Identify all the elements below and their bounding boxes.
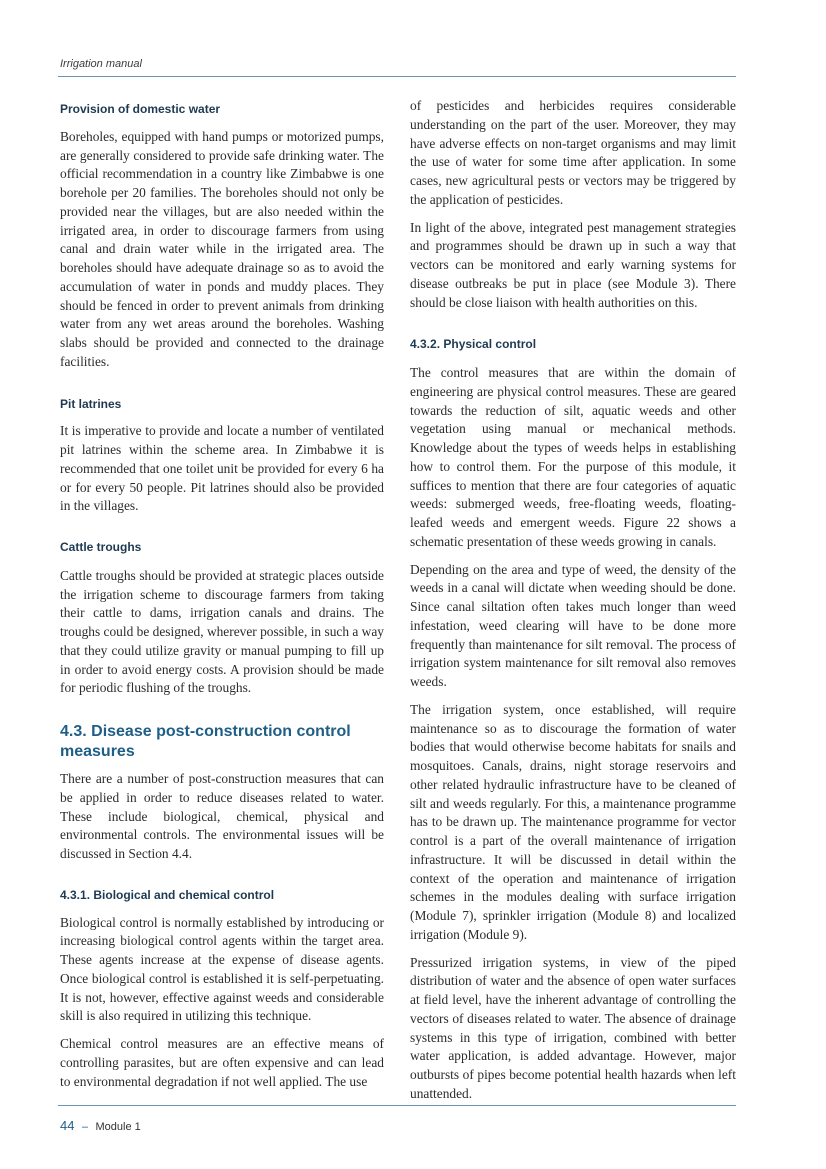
page-footer (60, 1117, 141, 1135)
paragraph-chemical-control: Chemical control measures are an effective means of controlling parasites, but are often expensive and can lead to environmental degradation if not well applied. The use (60, 1036, 384, 1089)
paragraph-domestic-water: Boreholes, equipped with hand pumps or motorized pumps, are generally considered to provide safe drinking water. The official recommendation in a country like Zimbabwe is one borehole per 20 families. The boreholes should not only be provided near the villages, but are also needed within the irrigated area, in order to discourage farmers from using canal and drain water while in the irrigated area. The boreholes should have adequate drainage so as to avoid the accumulation of water in ponds and muddy places. They should be fenced in order to prevent animals from drinking water from any wet areas around the boreholes. Washing slabs should be provided and connected to the drainage facilities. (60, 128, 384, 369)
paragraph-physical-control-2: Depending on the area and type of weed, the density of the weeds in a canal will dictate when weeding should be done. Since canal siltation often takes much longer than weed infestation, weed clearing will have to be done more frequently than maintenance for silt removal. The process of irrigation system maintenance for silt removal also removes weeds. (410, 561, 736, 689)
paragraph-physical-control-4: Pressurized irrigation systems, in view of the piped distribution of water and the absence of open water surfaces at field level, have the inherent advantage of controlling the vectors of diseases related to water. The absence of drainage systems in this type of irrigation, combined with better water application, is added advantage. However, major outbursts of pipes become potential health hazards when left unattended. (410, 954, 736, 1101)
paragraph-biological-control: Biological control is normally established by introducing or increasing biological control agents within the target area. These agents increase at the expense of disease agents. Once biological control is established it is self-perpetuating. It is not, however, effective against weeds and considerable skill is also required in utilizing this technique. (60, 914, 384, 1024)
module-label: Module 1 (95, 1121, 141, 1133)
paragraph-cattle-troughs: Cattle troughs should be provided at strategic places outside the irrigation scheme to discourage farmers from taking their cattle to dams, irrigation canals and drains. The troughs could be designed, wherever possible, in such a way that they could utilize gravity or manual pumping to fill up in order to avoid energy costs. A provision should be made for periodic flushing of the troughs. (60, 567, 384, 696)
heading-biological-chemical: 4.3.1. Biological and chemical control (60, 887, 275, 902)
right-column (410, 97, 736, 1104)
running-header: Irrigation manual (60, 58, 142, 70)
paragraph-physical-control-1: The control measures that are within the domain of engineering are physical control measures. These are geared towards the reduction of silt, aquatic weeds and other vegetation using manual or mechanical methods. Knowledge about the types of weeds helps in establishing how to control them. For the purpose of this module, it suffices to mention that there are four categories of aquatic weeds: submerged weeds, free-floating weeds, floating-leafed weeds and emergent weeds. Figure 22 shows a schematic presentation of these weeds growing in canals. (410, 365, 736, 549)
paragraph-disease-control: There are a number of post-construction measures that can be applied in order to reduce diseases related to water. These include biological, chemical, physical and environmental controls. The environmental issues will be discussed in Section 4.4. (60, 771, 384, 861)
heading-domestic-water: Provision of domestic water (60, 102, 221, 116)
paragraph-physical-control-3: The irrigation system, once established, will require maintenance so as to discourage the formation of water bodies that would otherwise become habitats for snails and mosquitoes. Canals, drains, night storage reservoirs and other related hydraulic infrastructure have to be cleaned of silt and weeds regularly. For this, a maintenance programme has to be drawn up. The maintenance programme for vector control is a part of the overall maintenance of irrigation infrastructure. It will be discussed in detail within the context of the operation and maintenance of irrigation schemes in the modules dealing with surface irrigation (Module 7), sprinkler irrigation (Module 8) and localized irrigation (Module 9). (410, 701, 736, 942)
heading-pit-latrines: Pit latrines (60, 396, 122, 411)
paragraph-pit-latrines: It is imperative to provide and locate a number of ventilated pit latrines within the scheme area. In Zimbabwe it is recommended that one toilet unit be provided for every 6 ha or for every 50 people. Pit latrines should also be provided in the villages. (60, 423, 384, 514)
paragraph-pesticides-continued: of pesticides and herbicides requires considerable understanding on the part of the user. Moreover, they may have adverse effects on non-target organisms and may limit the use of water for some time after application. In some cases, new agricultural pests or vectors may be triggered by the application of pesticides. (410, 98, 736, 207)
paragraph-integrated-pest-management: In light of the above, integrated pest management strategies and programmes should be drawn up in such a way that vectors can be monitored and early warning systems for disease outbreaks be put in place (see Module 3). There should be close liaison with health authorities on this. (410, 219, 736, 310)
section-heading-disease-control: 4.3. Disease post-construction control measures (60, 723, 351, 760)
heading-cattle-troughs: Cattle troughs (60, 540, 142, 554)
left-column (60, 94, 384, 1091)
page-number: 44 (60, 1118, 75, 1133)
header-rule (58, 76, 736, 77)
footer-separator: – (81, 1121, 89, 1133)
heading-physical-control: 4.3.2. Physical control (410, 337, 537, 352)
footer-rule (58, 1105, 736, 1106)
